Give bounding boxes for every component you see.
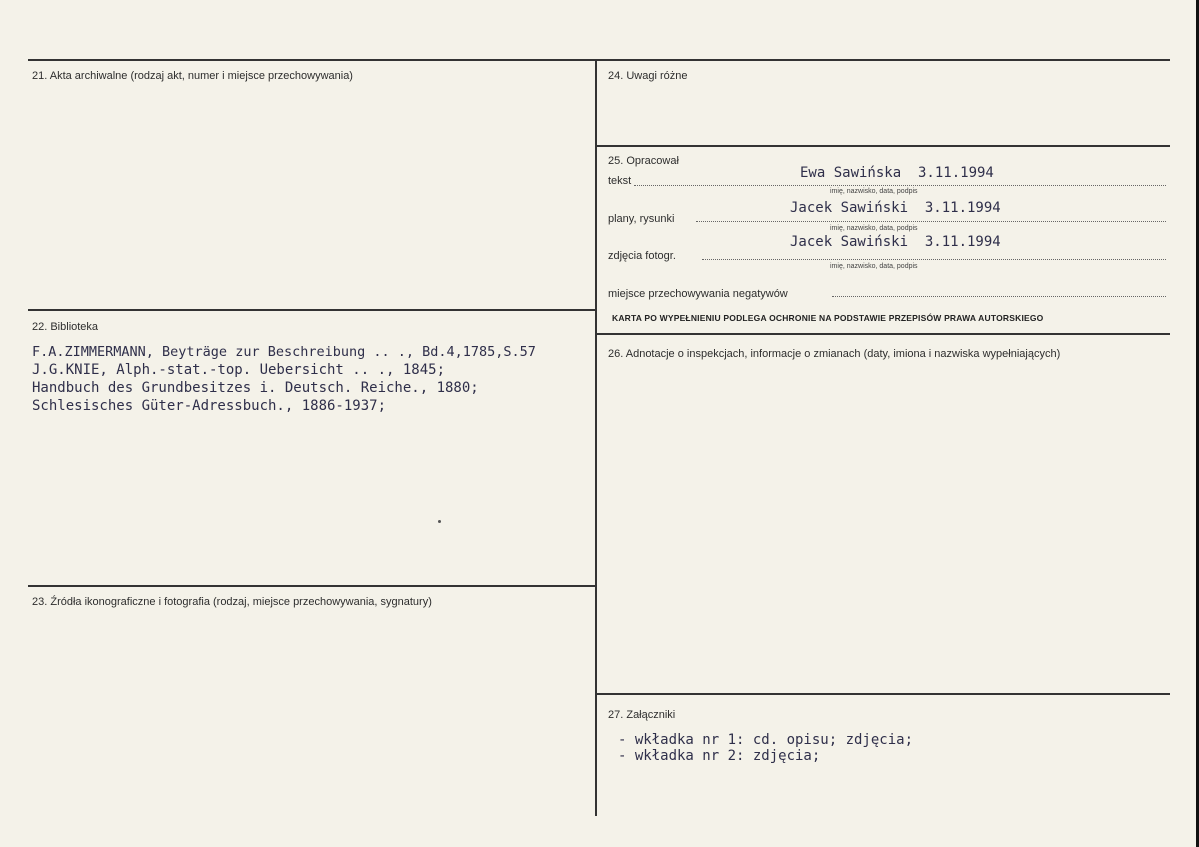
field-22-label: 22. Biblioteka [32, 321, 99, 333]
biblioteka-line-4: Schlesisches Güter-Adressbuch., 1886-1937; [32, 398, 387, 414]
plany-label: plany, rysunki [608, 213, 675, 225]
field-27-label: 27. Załączniki [608, 709, 676, 721]
tekst-value: Ewa Sawińska 3.11.1994 [800, 165, 994, 181]
rule-22-23 [28, 585, 596, 587]
plany-line [696, 221, 1166, 222]
negatywy-line [832, 296, 1166, 297]
tekst-caption: imię, nazwisko, data, podpis [830, 188, 918, 195]
biblioteka-line-2: J.G.KNIE, Alph.-stat.-top. Uebersicht .. ., 1845; [32, 362, 446, 378]
rule-24-25 [596, 145, 1170, 147]
zdjecia-caption: imię, nazwisko, data, podpis [830, 263, 918, 270]
field-21-label: 21. Akta archiwalne (rodzaj akt, numer i miejsce przechowywania) [32, 70, 353, 82]
top-rule [28, 59, 1170, 61]
zalaczniki-line-1: - wkładka nr 1: cd. opisu; zdjęcia; [618, 732, 914, 748]
rule-25-26 [596, 333, 1170, 335]
rule-21-22 [28, 309, 596, 311]
field-26-label: 26. Adnotacje o inspekcjach, informacje o zmianach (daty, imiona i nazwiska wypełniających) [608, 348, 1061, 360]
biblioteka-line-3: Handbuch des Grundbesitzes i. Deutsch. Reiche., 1880; [32, 380, 479, 396]
tekst-label: tekst [608, 175, 632, 187]
zdjecia-value: Jacek Sawiński 3.11.1994 [790, 234, 1001, 250]
field-25-label: 25. Opracował [608, 155, 679, 167]
plany-value: Jacek Sawiński 3.11.1994 [790, 200, 1001, 216]
negatywy-label: miejsce przechowywania negatywów [608, 288, 788, 300]
zalaczniki-line-2: - wkładka nr 2: zdjęcia; [618, 748, 821, 764]
paper-speck [438, 520, 441, 523]
plany-caption: imię, nazwisko, data, podpis [830, 225, 918, 232]
biblioteka-line-1: F.A.ZIMMERMANN, Beyträge zur Beschreibung .. ., Bd.4,1785,S.57 [32, 344, 536, 360]
rule-26-27 [596, 693, 1170, 695]
tekst-line [634, 185, 1166, 186]
zdjecia-label: zdjęcia fotogr. [608, 250, 676, 262]
center-divider [595, 60, 597, 816]
zdjecia-line [702, 259, 1166, 260]
field-23-label: 23. Źródła ikonograficzne i fotografia (rodzaj, miejsce przechowywania, sygnatury) [32, 596, 432, 608]
field-24-label: 24. Uwagi różne [608, 70, 688, 82]
copyright-notice: KARTA PO WYPEŁNIENIU PODLEGA OCHRONIE NA PODSTAWIE PRZEPISÓW PRAWA AUTORSKIEGO [612, 313, 1044, 323]
